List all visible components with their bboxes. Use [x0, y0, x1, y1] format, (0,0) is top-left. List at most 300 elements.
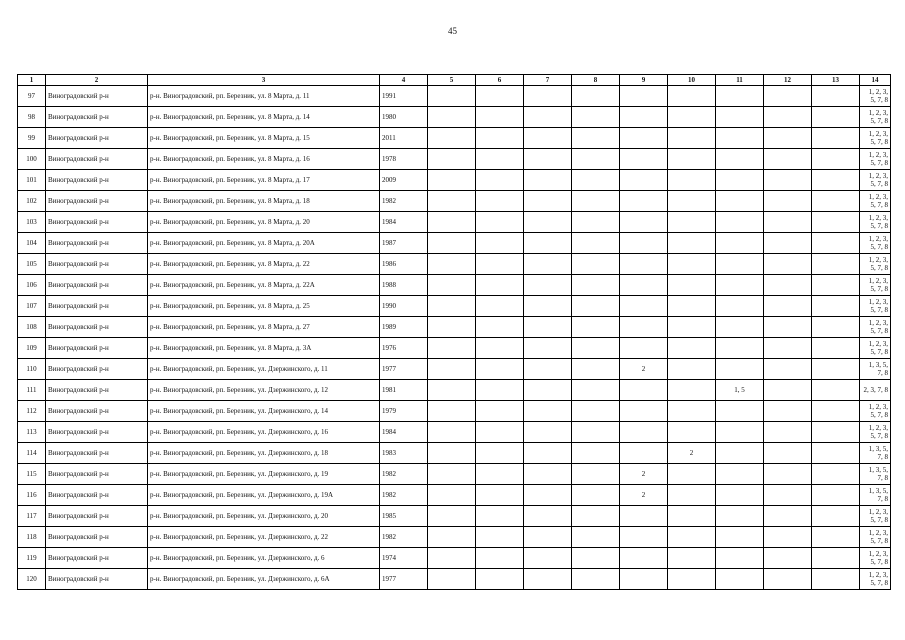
column-10-cell — [668, 212, 716, 233]
column-14-cell: 1, 2, 3, 5, 7, 8 — [860, 569, 891, 590]
column-9-cell — [620, 443, 668, 464]
column-7-cell — [524, 254, 572, 275]
column-13-cell — [812, 485, 860, 506]
column-14-cell: 1, 2, 3, 5, 7, 8 — [860, 212, 891, 233]
column-7-cell — [524, 296, 572, 317]
column-12-cell — [764, 359, 812, 380]
column-9-cell — [620, 317, 668, 338]
column-5-cell — [428, 569, 476, 590]
column-10-cell — [668, 233, 716, 254]
column-11-cell — [716, 296, 764, 317]
district-cell: Виноградовский р-н — [46, 338, 148, 359]
column-8-cell — [572, 401, 620, 422]
column-6-cell — [476, 296, 524, 317]
table-row — [18, 380, 891, 401]
column-9-cell — [620, 212, 668, 233]
table-row — [18, 359, 891, 380]
column-8-cell — [572, 149, 620, 170]
column-8-cell — [572, 233, 620, 254]
column-10-cell — [668, 296, 716, 317]
column-13-cell — [812, 527, 860, 548]
column-5-cell — [428, 296, 476, 317]
column-7-cell — [524, 506, 572, 527]
column-header-12: 12 — [764, 75, 812, 86]
column-10-cell — [668, 506, 716, 527]
column-9-cell — [620, 380, 668, 401]
column-10-cell — [668, 107, 716, 128]
row-number-cell: 113 — [18, 422, 46, 443]
column-9-cell: 2 — [620, 464, 668, 485]
page-number: 45 — [448, 26, 457, 36]
column-11-cell — [716, 254, 764, 275]
column-10-cell — [668, 170, 716, 191]
address-cell: р-н. Виноградовский, рп. Березник, ул. 8 Марта, д. 22 — [148, 254, 380, 275]
column-14-cell: 1, 2, 3, 5, 7, 8 — [860, 254, 891, 275]
column-9-cell — [620, 170, 668, 191]
column-11-cell — [716, 338, 764, 359]
column-5-cell — [428, 338, 476, 359]
row-number-cell: 99 — [18, 128, 46, 149]
column-12-cell — [764, 149, 812, 170]
column-13-cell — [812, 107, 860, 128]
column-9-cell — [620, 191, 668, 212]
row-number-cell: 100 — [18, 149, 46, 170]
column-8-cell — [572, 338, 620, 359]
table-row — [18, 86, 891, 107]
year-cell: 1980 — [380, 107, 428, 128]
column-8-cell — [572, 107, 620, 128]
column-6-cell — [476, 359, 524, 380]
column-10-cell — [668, 128, 716, 149]
address-cell: р-н. Виноградовский, рп. Березник, ул. 8 Марта, д. 20 — [148, 212, 380, 233]
column-5-cell — [428, 506, 476, 527]
column-10-cell: 2 — [668, 443, 716, 464]
column-5-cell — [428, 191, 476, 212]
column-9-cell — [620, 422, 668, 443]
column-5-cell — [428, 275, 476, 296]
district-cell: Виноградовский р-н — [46, 569, 148, 590]
column-header-14: 14 — [860, 75, 891, 86]
column-7-cell — [524, 569, 572, 590]
column-8-cell — [572, 485, 620, 506]
column-7-cell — [524, 527, 572, 548]
district-cell: Виноградовский р-н — [46, 548, 148, 569]
column-header-8: 8 — [572, 75, 620, 86]
district-cell: Виноградовский р-н — [46, 443, 148, 464]
column-7-cell — [524, 401, 572, 422]
table-row — [18, 275, 891, 296]
column-7-cell — [524, 485, 572, 506]
column-13-cell — [812, 233, 860, 254]
column-12-cell — [764, 443, 812, 464]
column-7-cell — [524, 443, 572, 464]
district-cell: Виноградовский р-н — [46, 485, 148, 506]
column-8-cell — [572, 548, 620, 569]
column-6-cell — [476, 86, 524, 107]
column-13-cell — [812, 380, 860, 401]
column-5-cell — [428, 107, 476, 128]
column-5-cell — [428, 485, 476, 506]
district-cell: Виноградовский р-н — [46, 317, 148, 338]
column-10-cell — [668, 317, 716, 338]
address-cell: р-н. Виноградовский, рп. Березник, ул. 8 Марта, д. 17 — [148, 170, 380, 191]
column-8-cell — [572, 317, 620, 338]
address-cell: р-н. Виноградовский, рп. Березник, ул. 8 Марта, д. 18 — [148, 191, 380, 212]
column-12-cell — [764, 254, 812, 275]
column-8-cell — [572, 464, 620, 485]
column-5-cell — [428, 359, 476, 380]
column-11-cell — [716, 506, 764, 527]
column-13-cell — [812, 254, 860, 275]
column-11-cell — [716, 128, 764, 149]
column-5-cell — [428, 233, 476, 254]
column-7-cell — [524, 548, 572, 569]
column-header-5: 5 — [428, 75, 476, 86]
column-14-cell: 1, 2, 3, 5, 7, 8 — [860, 86, 891, 107]
column-11-cell — [716, 359, 764, 380]
column-6-cell — [476, 548, 524, 569]
column-9-cell: 2 — [620, 485, 668, 506]
year-cell: 1977 — [380, 359, 428, 380]
column-12-cell — [764, 107, 812, 128]
column-6-cell — [476, 380, 524, 401]
row-number-cell: 102 — [18, 191, 46, 212]
column-14-cell: 1, 2, 3, 5, 7, 8 — [860, 275, 891, 296]
column-10-cell — [668, 338, 716, 359]
column-12-cell — [764, 128, 812, 149]
row-number-cell: 118 — [18, 527, 46, 548]
district-cell: Виноградовский р-н — [46, 422, 148, 443]
row-number-cell: 101 — [18, 170, 46, 191]
column-12-cell — [764, 170, 812, 191]
row-number-cell: 97 — [18, 86, 46, 107]
column-6-cell — [476, 464, 524, 485]
column-8-cell — [572, 275, 620, 296]
column-13-cell — [812, 317, 860, 338]
header-row — [18, 75, 891, 86]
year-cell: 1983 — [380, 443, 428, 464]
column-12-cell — [764, 338, 812, 359]
column-7-cell — [524, 149, 572, 170]
column-10-cell — [668, 548, 716, 569]
column-6-cell — [476, 443, 524, 464]
column-5-cell — [428, 86, 476, 107]
column-5-cell — [428, 401, 476, 422]
column-6-cell — [476, 569, 524, 590]
table-row — [18, 401, 891, 422]
year-cell: 1987 — [380, 233, 428, 254]
column-10-cell — [668, 569, 716, 590]
table-row — [18, 254, 891, 275]
column-6-cell — [476, 128, 524, 149]
year-cell: 1991 — [380, 86, 428, 107]
column-12-cell — [764, 191, 812, 212]
column-5-cell — [428, 380, 476, 401]
row-number-cell: 108 — [18, 317, 46, 338]
table-row — [18, 128, 891, 149]
district-cell: Виноградовский р-н — [46, 191, 148, 212]
year-cell: 1985 — [380, 506, 428, 527]
column-14-cell: 1, 2, 3, 5, 7, 8 — [860, 170, 891, 191]
table-row — [18, 191, 891, 212]
column-11-cell — [716, 149, 764, 170]
column-7-cell — [524, 359, 572, 380]
column-7-cell — [524, 422, 572, 443]
table-row — [18, 548, 891, 569]
district-cell: Виноградовский р-н — [46, 506, 148, 527]
column-8-cell — [572, 170, 620, 191]
column-8-cell — [572, 443, 620, 464]
year-cell: 1984 — [380, 422, 428, 443]
column-6-cell — [476, 149, 524, 170]
address-cell: р-н. Виноградовский, рп. Березник, ул. Дзержинского, д. 16 — [148, 422, 380, 443]
column-8-cell — [572, 422, 620, 443]
column-header-9: 9 — [620, 75, 668, 86]
column-header-1: 1 — [18, 75, 46, 86]
column-6-cell — [476, 107, 524, 128]
address-cell: р-н. Виноградовский, рп. Березник, ул. Дзержинского, д. 20 — [148, 506, 380, 527]
district-cell: Виноградовский р-н — [46, 86, 148, 107]
column-7-cell — [524, 380, 572, 401]
column-9-cell — [620, 296, 668, 317]
column-14-cell: 1, 3, 5, 7, 8 — [860, 443, 891, 464]
column-9-cell — [620, 401, 668, 422]
address-cell: р-н. Виноградовский, рп. Березник, ул. Дзержинского, д. 6 — [148, 548, 380, 569]
row-number-cell: 110 — [18, 359, 46, 380]
table-row — [18, 149, 891, 170]
column-header-10: 10 — [668, 75, 716, 86]
column-14-cell: 1, 3, 5, 7, 8 — [860, 359, 891, 380]
column-13-cell — [812, 401, 860, 422]
column-9-cell — [620, 338, 668, 359]
column-14-cell: 1, 2, 3, 5, 7, 8 — [860, 317, 891, 338]
table-row — [18, 170, 891, 191]
row-number-cell: 103 — [18, 212, 46, 233]
year-cell: 1974 — [380, 548, 428, 569]
column-14-cell: 2, 3, 7, 8 — [860, 380, 891, 401]
column-12-cell — [764, 296, 812, 317]
address-cell: р-н. Виноградовский, рп. Березник, ул. 8 Марта, д. 16 — [148, 149, 380, 170]
column-5-cell — [428, 212, 476, 233]
column-10-cell — [668, 485, 716, 506]
column-6-cell — [476, 254, 524, 275]
column-10-cell — [668, 464, 716, 485]
year-cell: 1982 — [380, 485, 428, 506]
address-cell: р-н. Виноградовский, рп. Березник, ул. 8 Марта, д. 25 — [148, 296, 380, 317]
district-cell: Виноградовский р-н — [46, 254, 148, 275]
column-6-cell — [476, 275, 524, 296]
column-5-cell — [428, 170, 476, 191]
column-9-cell: 2 — [620, 359, 668, 380]
address-cell: р-н. Виноградовский, рп. Березник, ул. Дзержинского, д. 22 — [148, 527, 380, 548]
column-10-cell — [668, 254, 716, 275]
buildings-table — [17, 74, 891, 590]
row-number-cell: 116 — [18, 485, 46, 506]
column-8-cell — [572, 359, 620, 380]
year-cell: 1989 — [380, 317, 428, 338]
column-6-cell — [476, 170, 524, 191]
table-row — [18, 506, 891, 527]
column-13-cell — [812, 359, 860, 380]
column-9-cell — [620, 86, 668, 107]
district-cell: Виноградовский р-н — [46, 170, 148, 191]
column-6-cell — [476, 233, 524, 254]
address-cell: р-н. Виноградовский, рп. Березник, ул. Дзержинского, д. 12 — [148, 380, 380, 401]
address-cell: р-н. Виноградовский, рп. Березник, ул. 8 Марта, д. 22А — [148, 275, 380, 296]
column-11-cell — [716, 464, 764, 485]
column-6-cell — [476, 317, 524, 338]
column-5-cell — [428, 317, 476, 338]
column-7-cell — [524, 86, 572, 107]
address-cell: р-н. Виноградовский, рп. Березник, ул. Дзержинского, д. 19 — [148, 464, 380, 485]
table-row — [18, 317, 891, 338]
table-row — [18, 569, 891, 590]
column-7-cell — [524, 317, 572, 338]
column-5-cell — [428, 422, 476, 443]
row-number-cell: 112 — [18, 401, 46, 422]
column-11-cell — [716, 275, 764, 296]
column-14-cell: 1, 2, 3, 5, 7, 8 — [860, 191, 891, 212]
column-11-cell — [716, 401, 764, 422]
column-14-cell: 1, 2, 3, 5, 7, 8 — [860, 107, 891, 128]
column-header-11: 11 — [716, 75, 764, 86]
column-8-cell — [572, 296, 620, 317]
column-12-cell — [764, 506, 812, 527]
column-10-cell — [668, 380, 716, 401]
column-11-cell — [716, 569, 764, 590]
column-7-cell — [524, 212, 572, 233]
table-row — [18, 422, 891, 443]
column-5-cell — [428, 254, 476, 275]
year-cell: 1990 — [380, 296, 428, 317]
column-13-cell — [812, 128, 860, 149]
column-7-cell — [524, 338, 572, 359]
year-cell: 1982 — [380, 191, 428, 212]
column-12-cell — [764, 275, 812, 296]
column-11-cell — [716, 422, 764, 443]
address-cell: р-н. Виноградовский, рп. Березник, ул. 8 Марта, д. 20А — [148, 233, 380, 254]
table-row — [18, 338, 891, 359]
column-12-cell — [764, 548, 812, 569]
column-13-cell — [812, 422, 860, 443]
district-cell: Виноградовский р-н — [46, 233, 148, 254]
column-11-cell — [716, 233, 764, 254]
address-cell: р-н. Виноградовский, рп. Березник, ул. 8 Марта, д. 15 — [148, 128, 380, 149]
column-13-cell — [812, 275, 860, 296]
row-number-cell: 109 — [18, 338, 46, 359]
column-9-cell — [620, 275, 668, 296]
table-row — [18, 464, 891, 485]
column-10-cell — [668, 149, 716, 170]
district-cell: Виноградовский р-н — [46, 464, 148, 485]
column-13-cell — [812, 548, 860, 569]
district-cell: Виноградовский р-н — [46, 527, 148, 548]
column-14-cell: 1, 2, 3, 5, 7, 8 — [860, 149, 891, 170]
column-9-cell — [620, 548, 668, 569]
column-11-cell — [716, 191, 764, 212]
column-13-cell — [812, 191, 860, 212]
column-11-cell — [716, 485, 764, 506]
column-9-cell — [620, 107, 668, 128]
address-cell: р-н. Виноградовский, рп. Березник, ул. 8 Марта, д. 11 — [148, 86, 380, 107]
year-cell: 1982 — [380, 464, 428, 485]
column-6-cell — [476, 485, 524, 506]
column-header-7: 7 — [524, 75, 572, 86]
column-13-cell — [812, 464, 860, 485]
row-number-cell: 107 — [18, 296, 46, 317]
column-8-cell — [572, 380, 620, 401]
column-8-cell — [572, 86, 620, 107]
column-6-cell — [476, 338, 524, 359]
column-14-cell: 1, 2, 3, 5, 7, 8 — [860, 338, 891, 359]
column-7-cell — [524, 233, 572, 254]
district-cell: Виноградовский р-н — [46, 149, 148, 170]
table-row — [18, 527, 891, 548]
column-14-cell: 1, 3, 5, 7, 8 — [860, 464, 891, 485]
column-9-cell — [620, 254, 668, 275]
table-body — [18, 86, 891, 590]
column-8-cell — [572, 254, 620, 275]
column-8-cell — [572, 506, 620, 527]
district-cell: Виноградовский р-н — [46, 359, 148, 380]
column-14-cell: 1, 2, 3, 5, 7, 8 — [860, 527, 891, 548]
year-cell: 1976 — [380, 338, 428, 359]
district-cell: Виноградовский р-н — [46, 128, 148, 149]
column-11-cell — [716, 86, 764, 107]
column-6-cell — [476, 422, 524, 443]
column-11-cell — [716, 548, 764, 569]
year-cell: 1984 — [380, 212, 428, 233]
address-cell: р-н. Виноградовский, рп. Березник, ул. 8 Марта, д. 3А — [148, 338, 380, 359]
column-12-cell — [764, 527, 812, 548]
address-cell: р-н. Виноградовский, рп. Березник, ул. Дзержинского, д. 6А — [148, 569, 380, 590]
year-cell: 1979 — [380, 401, 428, 422]
column-14-cell: 1, 2, 3, 5, 7, 8 — [860, 506, 891, 527]
column-13-cell — [812, 296, 860, 317]
column-13-cell — [812, 569, 860, 590]
column-8-cell — [572, 191, 620, 212]
table-row — [18, 212, 891, 233]
column-7-cell — [524, 464, 572, 485]
column-14-cell: 1, 2, 3, 5, 7, 8 — [860, 401, 891, 422]
row-number-cell: 114 — [18, 443, 46, 464]
column-10-cell — [668, 275, 716, 296]
column-14-cell: 1, 2, 3, 5, 7, 8 — [860, 128, 891, 149]
column-10-cell — [668, 527, 716, 548]
column-9-cell — [620, 233, 668, 254]
year-cell: 1988 — [380, 275, 428, 296]
column-11-cell — [716, 170, 764, 191]
column-13-cell — [812, 212, 860, 233]
column-12-cell — [764, 380, 812, 401]
column-10-cell — [668, 86, 716, 107]
row-number-cell: 117 — [18, 506, 46, 527]
column-14-cell: 1, 2, 3, 5, 7, 8 — [860, 548, 891, 569]
column-9-cell — [620, 569, 668, 590]
column-13-cell — [812, 443, 860, 464]
row-number-cell: 120 — [18, 569, 46, 590]
column-13-cell — [812, 149, 860, 170]
row-number-cell: 111 — [18, 380, 46, 401]
column-8-cell — [572, 212, 620, 233]
column-8-cell — [572, 569, 620, 590]
district-cell: Виноградовский р-н — [46, 275, 148, 296]
column-11-cell: 1, 5 — [716, 380, 764, 401]
column-header-13: 13 — [812, 75, 860, 86]
column-12-cell — [764, 86, 812, 107]
column-14-cell: 1, 3, 5, 7, 8 — [860, 485, 891, 506]
column-12-cell — [764, 485, 812, 506]
